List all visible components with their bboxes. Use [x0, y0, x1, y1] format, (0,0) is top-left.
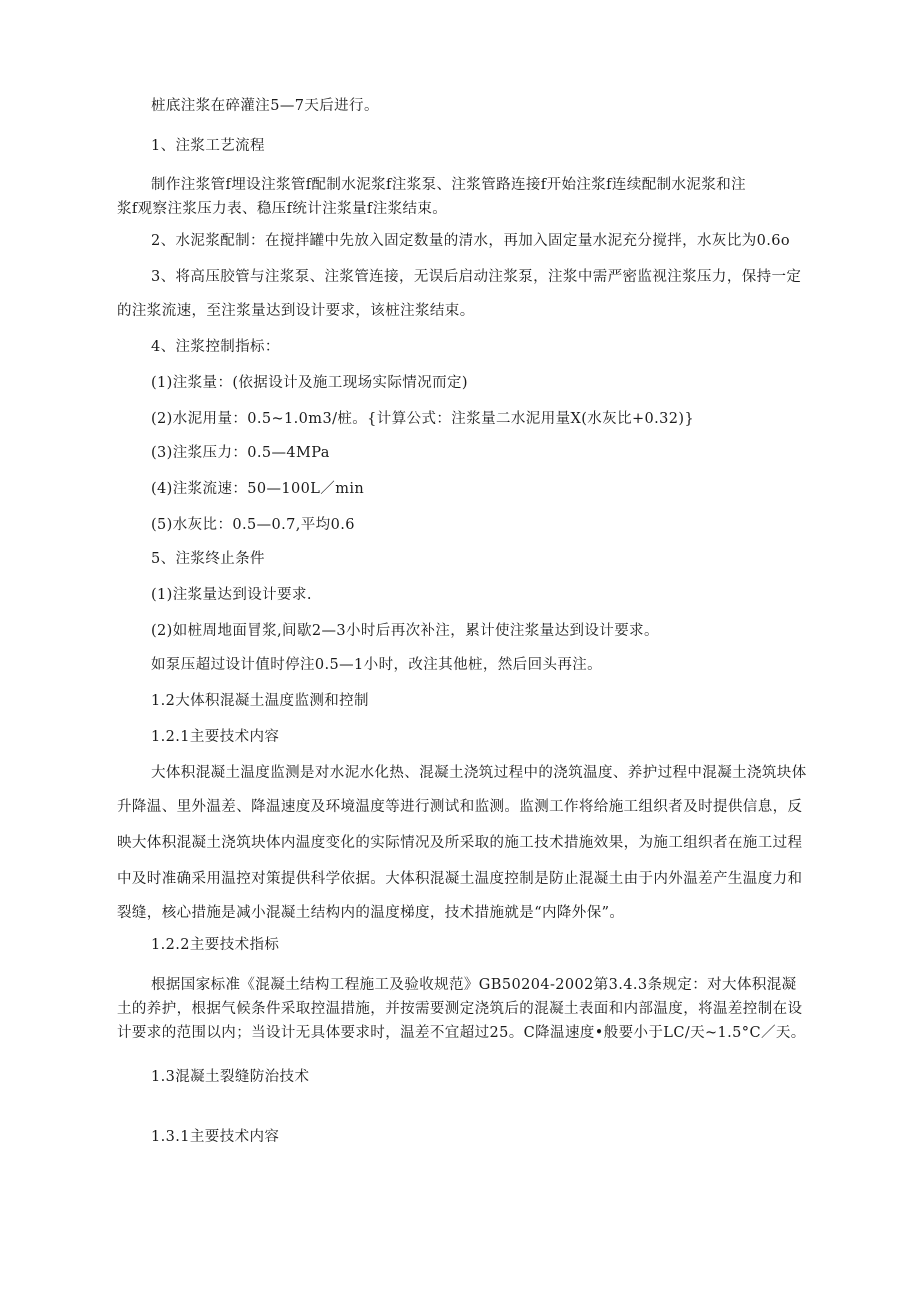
list-item: (1)注浆量：(依据设计及施工现场实际情况而定): [151, 375, 468, 391]
list-item: (1)注浆量达到设计要求.: [151, 587, 312, 603]
paragraph-line: 裂缝，核心措施是减小混凝土结构内的温度梯度，技术措施就是“内降外保”。: [117, 905, 625, 921]
paragraph-line: 大体积混凝土温度监测是对水泥水化热、混凝土浇筑过程中的浇筑温度、养护过程中混凝土浇筑块体: [151, 765, 807, 781]
paragraph-line: 根据国家标准《混凝土结构工程施工及验收规范》GB50204-2002第3.4.3条规定：对大体积混凝: [151, 977, 797, 993]
paragraph-line: 的注浆流速，至注浆量达到设计要求，该桩注浆结束。: [117, 303, 475, 319]
subsection-heading: 1.3.1主要技术内容: [151, 1129, 280, 1145]
paragraph-line: 浆f观察注浆压力表、稳压f统计注浆量f注浆结束。: [117, 201, 448, 217]
section-heading: 1.3混凝土裂缝防治技术: [151, 1069, 310, 1085]
paragraph-line: 如泵压超过设计值时停注0.5—1小时，改注其他桩，然后回头再注。: [151, 657, 603, 673]
list-item: (3)注浆压力：0.5—4MPa: [151, 445, 330, 461]
paragraph-line: 映大体积混凝土浇筑块体内温度变化的实际情况及所采取的施工技术措施效果，为施工组织者在施工过程: [117, 835, 803, 851]
paragraph-line: 计要求的范围以内；当设计无具体要求时，温差不宜超过25。C降温速度•般要小于LC/天~1.5°C／天。: [117, 1025, 806, 1041]
paragraph-line: 土的养护，根据气候条件采取控温措施，并按需要测定浇筑后的混凝土表面和内部温度，将温差控制在设: [117, 1001, 803, 1017]
list-item: (5)水灰比：0.5—0.7,平均0.6: [151, 517, 355, 533]
list-heading: 1、注浆工艺流程: [151, 138, 265, 154]
paragraph-line: 升降温、里外温差、降温速度及环境温度等进行测试和监测。监测工作将给施工组织者及时提供信息，反: [117, 799, 803, 815]
paragraph-line: 2、水泥浆配制：在搅拌罐中先放入固定数量的清水，再加入固定量水泥充分搅拌，水灰比为0.6o: [151, 233, 791, 249]
paragraph-line: 中及时准确采用温控对策提供科学依据。大体积混凝土温度控制是防止混凝土由于内外温差产生温度力和: [117, 871, 803, 887]
paragraph-line: 桩底注浆在碎灌注5—7天后进行。: [151, 98, 379, 114]
list-heading: 5、注浆终止条件: [151, 551, 265, 567]
paragraph-line: 制作注浆管f埋设注浆管f配制水泥浆f注浆泵、注浆管路连接f开始注浆f连续配制水泥浆和注: [151, 177, 747, 193]
list-item: (2)如桩周地面冒浆,间歇2—3小时后再次补注，累计使注浆量达到设计要求。: [151, 623, 659, 639]
list-item: (4)注浆流速：50—100L／min: [151, 481, 365, 497]
subsection-heading: 1.2.2主要技术指标: [151, 937, 280, 953]
section-heading: 1.2大体积混凝土温度监测和控制: [151, 693, 369, 709]
subsection-heading: 1.2.1主要技术内容: [151, 729, 280, 745]
paragraph-line: 3、将高压胶管与注浆泵、注浆管连接，无误后启动注浆泵，注浆中需严密监视注浆压力，保持一定: [151, 269, 802, 285]
list-item: (2)水泥用量：0.5~1.0m3/桩。{计算公式：注浆量二水泥用量X(水灰比+0.32)}: [151, 411, 695, 427]
list-heading: 4、注浆控制指标：: [151, 339, 280, 355]
